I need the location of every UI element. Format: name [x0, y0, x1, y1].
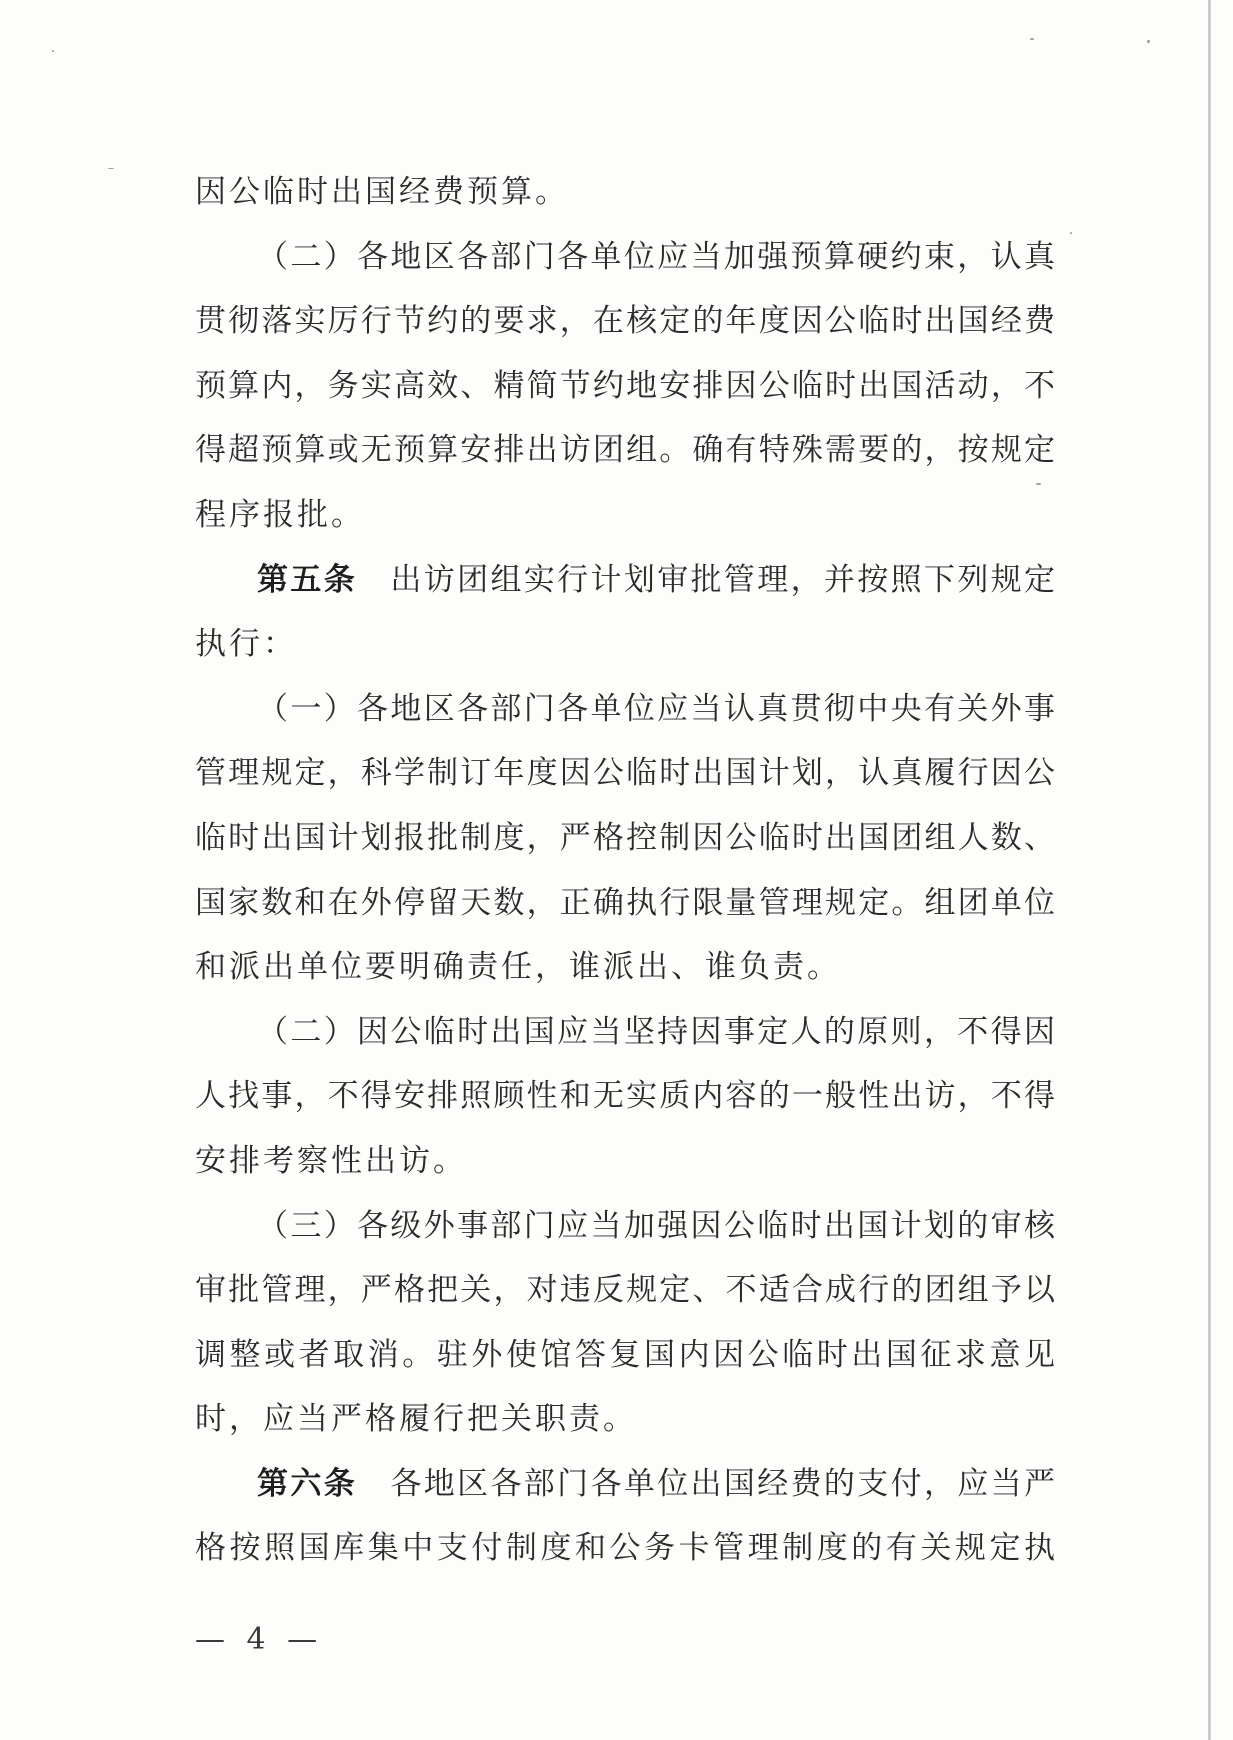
line-text: 执行： [195, 626, 297, 663]
text-line-19 [195, 1323, 1055, 1388]
text-line-9 [195, 677, 1055, 742]
line-text: （二）因公临时出国应当坚持因事定人的原则，不得因 [257, 1013, 1055, 1050]
line-text: 和派出单位要明确责任，谁派出、谁负责。 [195, 949, 841, 986]
page-number: — 4 — [195, 1622, 324, 1657]
text-line-17 [195, 1194, 1055, 1259]
text-line-18 [195, 1258, 1055, 1323]
line-text: （一）各地区各部门各单位应当认真贯彻中央有关外事 [257, 690, 1055, 727]
document-body [195, 160, 1055, 1581]
article-heading: 第五条 [257, 561, 358, 598]
line-text: 程序报批。 [195, 496, 365, 533]
scan-speck [108, 168, 114, 169]
line-text: 预算内，务实高效、精简节约地安排因公临时出国活动，不 [195, 367, 1055, 404]
text-line-3 [195, 289, 1055, 354]
text-line-6 [195, 483, 1055, 548]
scan-edge [1208, 0, 1211, 1740]
line-text: 人找事，不得安排照顾性和无实质内容的一般性出访，不得 [195, 1078, 1055, 1115]
text-line-5 [195, 418, 1055, 483]
line-text: 出访团组实行计划审批管理，并按照下列规定 [390, 561, 1055, 598]
line-text: 国家数和在外停留天数，正确执行限量管理规定。组团单位 [195, 884, 1055, 921]
line-text: 贯彻落实厉行节约的要求，在核定的年度因公临时出国经费 [195, 303, 1055, 340]
line-text: 因公临时出国经费预算。 [195, 174, 569, 210]
line-text: 格按照国库集中支付制度和公务卡管理制度的有关规定执 [195, 1530, 1055, 1567]
line-text: 临时出国计划报批制度，严格控制因公临时出国团组人数、 [195, 819, 1055, 856]
text-line-14 [195, 1000, 1055, 1065]
text-line-20 [195, 1387, 1055, 1452]
line-text: 调整或者取消。驻外使馆答复国内因公临时出国征求意见 [195, 1336, 1055, 1373]
line-text: 管理规定，科学制订年度因公临时出国计划，认真履行因公 [195, 755, 1055, 792]
text-line-2 [195, 225, 1055, 290]
text-line-12 [195, 871, 1055, 936]
line-text: 时，应当严格履行把关职责。 [195, 1401, 637, 1438]
line-text: 审批管理，严格把关，对违反规定、不适合成行的团组予以 [195, 1272, 1055, 1309]
scan-speck [1147, 40, 1150, 43]
line-text: （二）各地区各部门各单位应当加强预算硬约束，认真 [257, 238, 1055, 275]
line-text: 安排考察性出访。 [195, 1142, 467, 1179]
text-line-13 [195, 935, 1055, 1000]
text-line-22 [195, 1516, 1055, 1581]
text-line-15 [195, 1064, 1055, 1129]
scan-speck [52, 50, 54, 52]
text-line-1 [195, 160, 1055, 225]
article-six-line [195, 1452, 1055, 1517]
text-line-10 [195, 741, 1055, 806]
line-text: 得超预算或无预算安排出访团组。确有特殊需要的，按规定 [195, 432, 1055, 469]
line-text: 各地区各部门各单位出国经费的支付，应当严 [390, 1465, 1055, 1502]
scan-speck [1070, 232, 1072, 234]
article-heading: 第六条 [257, 1465, 358, 1502]
text-line-8 [195, 612, 1055, 677]
scan-speck [1030, 38, 1034, 40]
text-line-11 [195, 806, 1055, 871]
text-line-4 [195, 354, 1055, 419]
article-five-line [195, 548, 1055, 613]
line-text: （三）各级外事部门应当加强因公临时出国计划的审核 [257, 1207, 1055, 1244]
text-line-16 [195, 1129, 1055, 1194]
